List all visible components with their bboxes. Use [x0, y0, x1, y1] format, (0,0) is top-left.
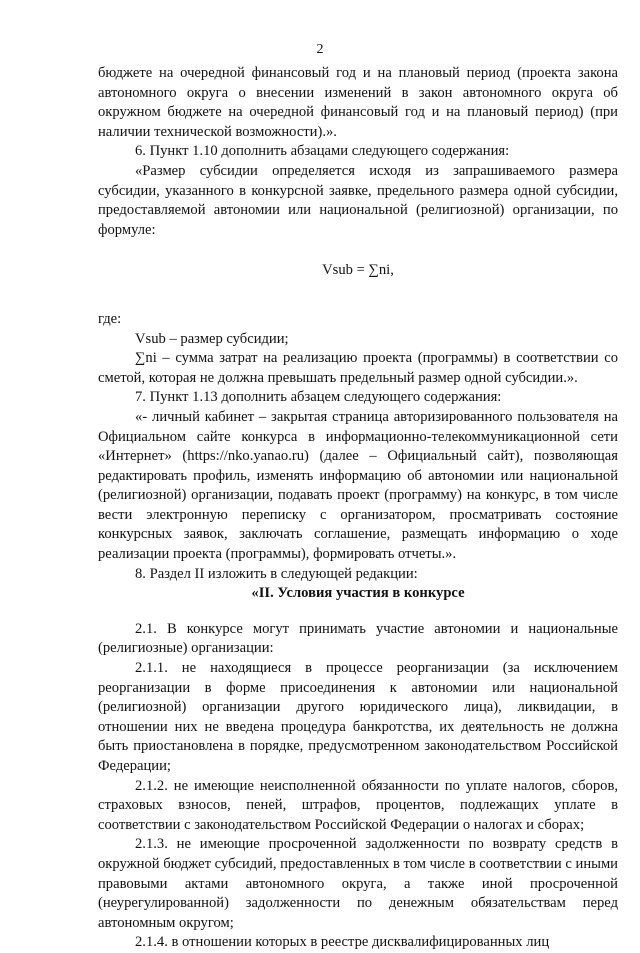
paragraph: бюджете на очередной финансовый год и на плановый период (проекта закона автономного округа о внесении изменений в закон автономного округа об окружном бюджете на очередной финансовый год и на плановый период) (при наличии технической возможности).».	[98, 65, 618, 140]
paragraph: 7. Пункт 1.13 дополнить абзацем следующего содержания:	[135, 389, 502, 406]
formula: Vsub = ∑ni,	[322, 262, 394, 279]
paragraph: 2.1. В конкурсе могут принимать участие автономии и национальные (религиозные) организации:	[98, 620, 618, 657]
paragraph: 6. Пункт 1.10 дополнить абзацами следующего содержания:	[135, 143, 510, 160]
paragraph: 8. Раздел II изложить в следующей редакции:	[135, 565, 418, 582]
page-number: 2	[316, 42, 324, 57]
document-body	[98, 64, 618, 953]
paragraph: «- личный кабинет – закрытая страница авторизированного пользователя на Официальном сайте конкурса в информационно-телекоммуникационной сети «Интернет» (https://nko.yanao.ru) (далее – Официальный сайт), позволяющая редактировать профиль, изменять информацию об автономии или национальной (религиозной) организации, подавать проект (программу) на конкурс, в том числе вести электронную переписку с организатором, просматривать состояние конкурсных заявок, заключать соглашение, размещать информацию о ходе реализации проекта (программы), формировать отчеты.».	[98, 408, 618, 563]
section-heading: «II. Условия участия в конкурсе	[251, 585, 465, 602]
paragraph: 2.1.2. не имеющие неисполненной обязанности по уплате налогов, сборов, страховых взносов, пеней, штрафов, процентов, подлежащих уплате в соответствии с законодательством Российской Федерации о налогах и сборах;	[98, 777, 618, 833]
paragraph: 2.1.3. не имеющие просроченной задолженности по возврату средств в окружной бюджет субсидий, предоставленных в том числе в соответствии с иными правовыми актами автономного округа, а также иной просроченной (неурегулированной) задолженности по денежным обязательствам перед автономным округом;	[98, 836, 618, 931]
paragraph: «Размер субсидии определяется исходя из запрашиваемого размера субсидии, указанного в конкурсной заявке, предельного размера одной субсидии, предоставляемой автономии или национальной (религиозной) организации, по формуле:	[98, 162, 618, 238]
paragraph: ∑ni – сумма затрат на реализацию проекта (программы) в соответствии со сметой, которая не должна превышать предельный размер одной субсидии.».	[98, 350, 618, 386]
paragraph: 2.1.4. в отношении которых в реестре дисквалифицированных лиц	[135, 934, 550, 951]
paragraph: Vsub – размер субсидии;	[135, 330, 289, 347]
paragraph: где:	[98, 310, 122, 327]
paragraph: 2.1.1. не находящиеся в процессе реорганизации (за исключением реорганизации в форме присоединения к автономии или национальной (религиозной) организации другого юридического лица), ликвидации, в отношении них не введена процедура банкротства, их деятельность не должна быть приостановлена в порядке, предусмотренном законодательством Российской Федерации;	[98, 660, 618, 774]
